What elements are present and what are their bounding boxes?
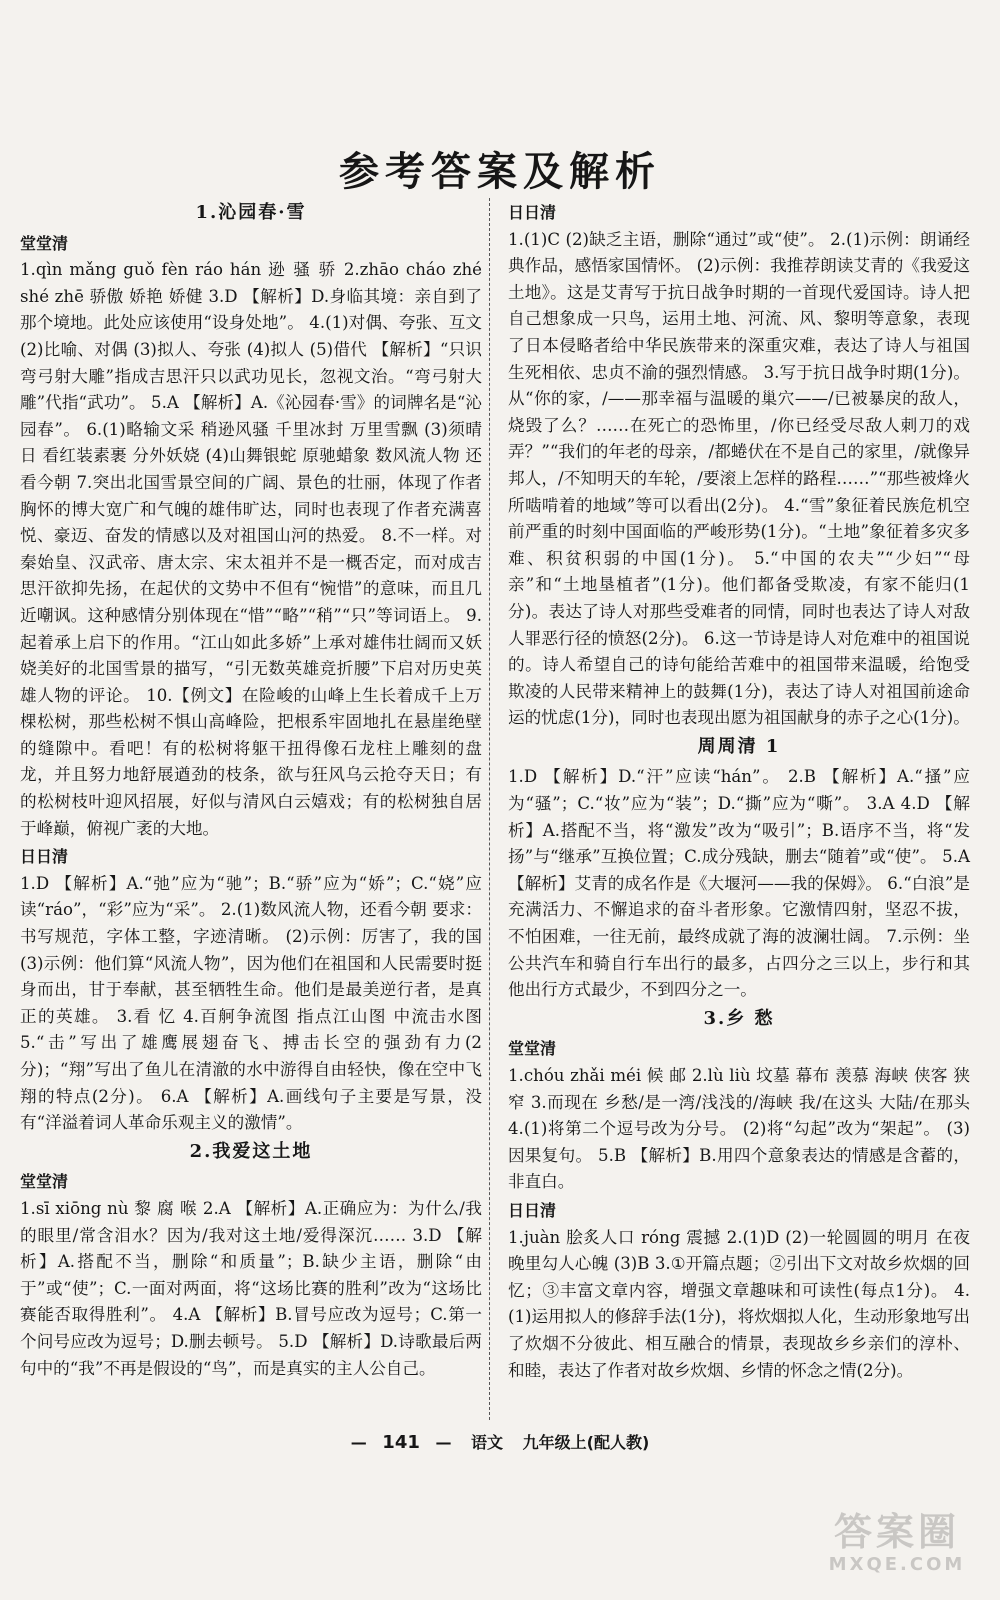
section-title: 1.沁园春·雪 — [195, 202, 307, 223]
answer-paragraph: 1.chóu zhǎi méi 候 邮 2.lù liù 坟墓 幕布 羡慕 海峡 侠客 狭窄 3.而现在 乡愁/是一湾/浅浅的/海峡 我/在这头 大陆/在那头 4.(1)将第二个逗号改为分号。 (2)将“勾起”改为“架起”。 (3)因果复句。 5.B 【解析】B.用四个意象表达的情感是含蓄的，非直白。 — [508, 1066, 970, 1192]
answer-paragraph: 1.juàn 脍炙人口 róng 震撼 2.(1)D (2)一轮圆圆的明月 在夜晚里勾人心魄 (3)B 3.①开篇点题；②引出下文对故乡炊烟的回忆；③丰富文章内容，增强文章趣味和可读性(每点1分)。 4.(1)运用拟人的修辞手法(1分)，将炊烟拟人化，生动形象地写出了炊烟不分彼此、相互融合的情景，表现故乡乡亲们的淳朴、和睦，表达了作者对故乡炊烟、乡情的怀念之情(2分)。 — [508, 1227, 970, 1380]
page-footer: — 141 — 语文 九年级上(配人教) — [350, 1432, 650, 1453]
subheading: 日日清 — [508, 203, 557, 222]
footer-subject: 语文 — [471, 1433, 504, 1452]
watermark-url: MXQE.COM — [828, 1554, 966, 1575]
section-title: 3.乡 愁 — [703, 1007, 775, 1029]
subheading: 堂堂清 — [20, 233, 69, 253]
answer-paragraph: 1.D 【解析】A.“弛”应为“驰”；B.“骄”应为“娇”；C.“娆”应读“ráo”，“彩”应为“采”。 2.(1)数风流人物，还看今朝 要求：书写规范，字体工整，字迹清晰。 (2)示例：厉害了，我的国 (3)示例：他们算“风流人物”，因为他们在祖国和人民需要时挺身而出，甘于奉献，甚至牺牲生命。他们是最美逆行者，是真正的英雄。 3.看 忆 4.百舸争流图 指点江山图 中流击水图 5.“击”写出了雄鹰展翅奋飞、搏击长空的强劲有力(2分)；“翔”写出了鱼儿在清澈的水中游得自由轻快，像在空中飞翔的特点(2分)。 6.A 【解析】A.画线句子主要是写景，没有“洋溢着词人革命乐观主义的激情”。 — [20, 873, 482, 1133]
section-title: 周周清 1 — [697, 735, 781, 757]
watermark-logo — [812, 1510, 982, 1580]
subheading: 日日清 — [508, 1200, 557, 1220]
subheading: 堂堂清 — [508, 1039, 557, 1059]
subheading: 堂堂清 — [20, 1172, 69, 1192]
answer-paragraph: 1.D 【解析】D.“汗”应读“hán”。 2.B 【解析】A.“搔”应为“骚”；C.“妆”应为“装”；D.“撕”应为“嘶”。 3.A 4.D 【解析】A.搭配不当，将“激发”改为“吸引”；B.语序不当，将“发扬”与“继承”互换位置；C.成分残缺，删去“随着”或“使”。 5.A 【解析】艾青的成名作是《大堰河——我的保姆》。 6.“白浪”是充满活力、不懈追求的奋斗者形象。它激情四射，坚忍不拔，不怕困难，一往无前，最终成就了海的波澜壮阔。 7.示例：坐公共汽车和骑自行车出行的最多，占四分之三以上，步行和其他出行方式最少，不到四分之一。 — [508, 767, 970, 1000]
footer-grade: 九年级上(配人教) — [522, 1433, 650, 1452]
right-column — [508, 198, 970, 1384]
answer-paragraph: 1.sī xiōng nù 黎 腐 喉 2.A 【解析】A.正确应为：为什么/我的眼里/常含泪水？因为/我对这土地/爱得深沉…… 3.D 【解析】A.搭配不当，删除“和质量”；B.缺少主语，删除“由于”或“使”；C.一面对两面，将“这场比赛的胜利”改为“这场比赛能否取得胜利”。 4.A 【解析】B.冒号应改为逗号；C.第一个问号应改为逗号；D.删去顿号。 5.D 【解析】D.诗歌最后两句中的“我”不再是假设的“鸟”，而是真实的主人公自己。 — [20, 1198, 482, 1378]
column-divider — [489, 198, 490, 1420]
left-column — [20, 198, 482, 1382]
watermark-text: 答案圈 — [833, 1510, 960, 1554]
page-title: 参考答案及解析 — [339, 148, 661, 195]
answer-paragraph: 1.qìn mǎng guǒ fèn ráo hán 逊 骚 骄 2.zhāo cháo zhé shé zhē 骄傲 娇艳 娇健 3.D 【解析】D.身临其境：亲自到了那个境地。此处应该使用“设身处地”。 4.(1)对偶、夸张、互文 (2)比喻、对偶 (3)拟人、夸张 (4)拟人 (5)借代 【解析】“只识弯弓射大雕”指成吉思汗只以武功见长，忽视文治。“弯弓射大雕”代指“武功”。 5.A 【解析】A.《沁园春·雪》的词牌名是“沁园春”。 6.(1)略输文采 稍逊风骚 千里冰封 万里雪飘 (3)须晴日 看红装素裹 分外妖娆 (4)山舞银蛇 原驰蜡象 数风流人物 还看今朝 7.突出北国雪景空间的广阔、景色的壮丽，体现了作者胸怀的博大宽广和气魄的雄伟旷达，同时也表现了作者充满喜悦、豪迈、奋发的情感以及对祖国山河的热爱。 8.不一样。对秦始皇、汉武帝、唐太宗、宋太祖并不是一概否定，而对成吉思汗欲抑先扬，在起伏的文势中不但有“惋惜”的意味，而且几近嘲讽。这种感情分别体现在“惜”“略”“稍”“只”等词语上。 9.起着承上启下的作用。“江山如此多娇”上承对雄伟壮阔而又妖娆美好的北国雪景的描写，“引无数英雄竞折腰”下启对历史英雄人物的评论。 10.【例文】在险峻的山峰上生长着成千上万棵松树，那些松树不惧山高峰险，把根系牢固地扎在悬崖绝壁的缝隙中。看吧！有的松树将躯干扭得像石龙柱上雕刻的盘龙，并且努力地舒展遒劲的枝条，欲与狂风乌云抢夺天日；有的松树枝叶迎风招展，好似与清风白云嬉戏；有的松树独自居于峰巅，俯视广袤的大地。 — [20, 260, 482, 838]
answer-paragraph: 1.(1)C (2)缺乏主语，删除“通过”或“使”。 2.(1)示例：朗诵经典作品，感悟家国情怀。 (2)示例：我推荐朗读艾青的《我爱这土地》。这是艾青写于抗日战争时期的一首现代爱国诗。诗人把自己想象成一只鸟，运用土地、河流、风、黎明等意象，表现了日本侵略者给中华民族带来的深重灾难，表达了诗人与祖国生死相依、忠贞不渝的强烈情感。 3.写于抗日战争时期(1分)。从“你的家，/——那幸福与温暖的巢穴——/已被暴戾的敌人，烧毁了么？……在死亡的恐怖里，/你已经受尽敌人刺刀的戏弄？”“我们的年老的母亲，/都蜷伏在不是自己的家里，/就像异邦人，/不知明天的车轮，/要滚上怎样的路程……”“那些被烽火所啮啃着的地域”等可以看出(2分)。 4.“雪”象征着民族危机空前严重的时刻中国面临的严峻形势(1分)。“土地”象征着多灾多难、积贫积弱的中国(1分)。 5.“中国的农夫”“少妇”“母亲”和“土地垦植者”(1分)。他们都备受欺凌，有家不能归(1分)。表达了诗人对那些受难者的同情，同时也表达了诗人对敌人罪恶行径的愤怒(2分)。 6.这一节诗是诗人对危难中的祖国说的。诗人希望自己的诗句能给苦难中的祖国带来温暖，给饱受欺凌的人民带来精神上的鼓舞(1分)，表达了诗人对祖国前途命运的忧虑(1分)，同时也表现出愿为祖国献身的赤子之心(1分)。 — [508, 229, 970, 728]
page-number: 141 — [382, 1432, 420, 1453]
section-title: 2.我爱这土地 — [189, 1140, 313, 1162]
subheading: 日日清 — [20, 847, 69, 867]
